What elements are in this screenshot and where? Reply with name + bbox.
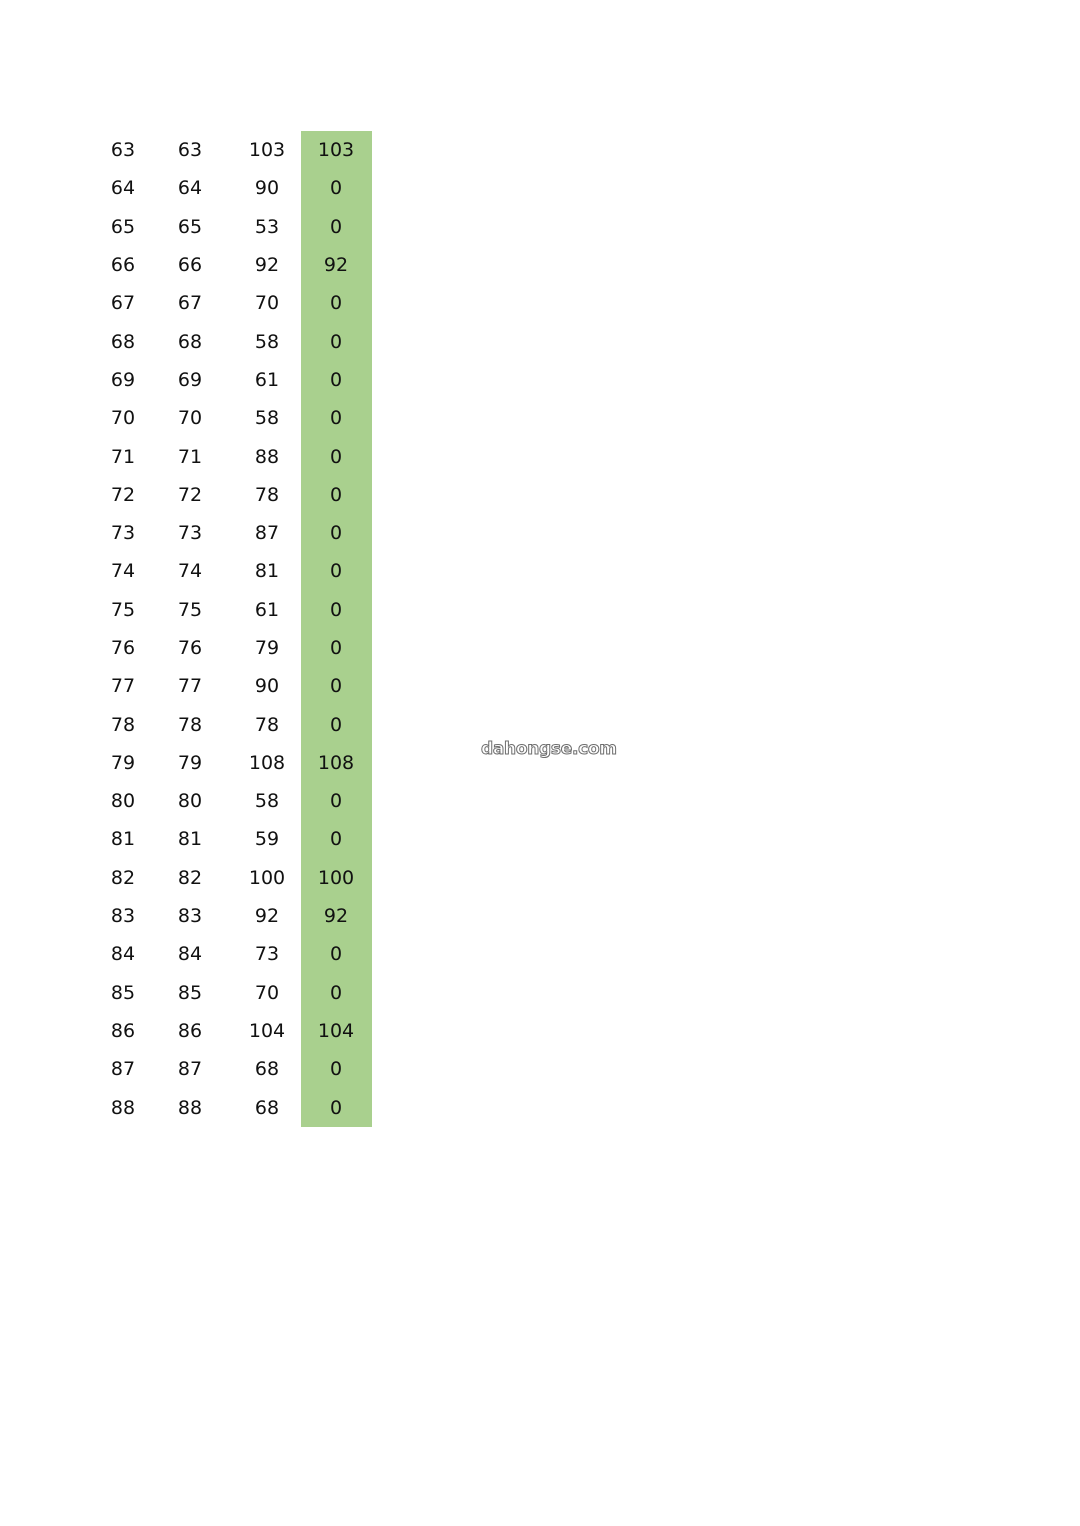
table-cell: 67 — [177, 292, 203, 315]
table-cell: 64 — [110, 177, 136, 200]
table-cell: 0 — [329, 560, 343, 583]
table-row — [90, 169, 372, 207]
table-cell: 76 — [110, 637, 136, 659]
table-cell: 0 — [329, 177, 343, 200]
table-cell: 108 — [317, 751, 355, 774]
table-cell: 104 — [317, 1019, 355, 1042]
table-cell: 0 — [329, 598, 343, 621]
table-row — [90, 361, 372, 399]
table-cell: 80 — [110, 790, 136, 813]
table-cell: 85 — [177, 981, 203, 1004]
table-cell: 86 — [110, 1019, 136, 1042]
table-cell: 92 — [323, 905, 349, 928]
table-cell: 66 — [177, 254, 203, 277]
table-cell: 53 — [254, 215, 280, 238]
table-cell: 73 — [110, 522, 136, 545]
table-cell: 69 — [110, 368, 136, 391]
table-cell: 92 — [323, 254, 349, 277]
table-cell: 0 — [329, 368, 343, 391]
table-row — [90, 246, 372, 284]
table-body — [90, 131, 372, 1127]
table-cell: 0 — [329, 445, 343, 468]
table-row — [90, 208, 372, 246]
table-row — [90, 782, 372, 820]
table-row — [90, 705, 372, 743]
table-cell: 68 — [254, 1096, 280, 1119]
table-cell: 58 — [254, 407, 280, 430]
table-row — [90, 820, 372, 858]
table-cell: 72 — [177, 483, 203, 506]
table-cell: 86 — [177, 1019, 203, 1042]
table-cell: 108 — [248, 751, 286, 774]
table-cell: 77 — [110, 675, 136, 698]
table-row — [90, 897, 372, 935]
table-row — [90, 629, 372, 667]
table-row — [90, 284, 372, 322]
table-cell: 69 — [177, 368, 203, 391]
table-row — [90, 514, 372, 552]
table-row — [90, 1012, 372, 1050]
table-cell: 81 — [254, 560, 280, 583]
table-row — [90, 1088, 372, 1126]
table-cell: 73 — [177, 522, 203, 545]
table-cell: 79 — [254, 637, 280, 659]
table-cell: 67 — [110, 292, 136, 315]
table-cell: 75 — [110, 598, 136, 621]
table-cell: 58 — [254, 790, 280, 813]
table-cell: 0 — [329, 483, 343, 506]
table-cell: 0 — [329, 713, 343, 736]
table-cell: 58 — [254, 330, 280, 353]
table-cell: 73 — [254, 943, 280, 966]
table-row — [90, 859, 372, 897]
table-row — [90, 131, 372, 169]
table-cell: 100 — [317, 866, 355, 889]
table-cell: 70 — [110, 407, 136, 430]
table-cell: 63 — [177, 139, 203, 162]
table-cell: 84 — [110, 943, 136, 966]
table-cell: 79 — [177, 751, 203, 774]
table-cell: 61 — [254, 598, 280, 621]
table-cell: 74 — [110, 560, 136, 583]
table-cell: 77 — [177, 675, 203, 698]
table-cell: 83 — [110, 905, 136, 928]
table-cell: 0 — [329, 330, 343, 353]
table-cell: 78 — [177, 713, 203, 736]
table-cell: 78 — [110, 713, 136, 736]
table-cell: 100 — [248, 866, 286, 889]
table-cell: 0 — [329, 637, 343, 659]
table-cell: 70 — [254, 292, 280, 315]
table-cell: 79 — [110, 751, 136, 774]
table-cell: 104 — [248, 1019, 286, 1042]
table-cell: 0 — [329, 790, 343, 813]
table-cell: 87 — [254, 522, 280, 545]
data-table — [90, 131, 372, 1127]
table-cell: 65 — [177, 215, 203, 238]
table-cell: 87 — [177, 1058, 203, 1081]
table-cell: 0 — [329, 407, 343, 430]
watermark: dahongse.com — [481, 739, 617, 759]
table-cell: 71 — [177, 445, 203, 468]
table-cell: 87 — [110, 1058, 136, 1081]
table-row — [90, 476, 372, 514]
table-cell: 88 — [254, 445, 280, 468]
table-cell: 64 — [177, 177, 203, 200]
table-row — [90, 399, 372, 437]
table-cell: 78 — [254, 713, 280, 736]
table-cell: 65 — [110, 215, 136, 238]
table-row — [90, 935, 372, 973]
table-cell: 71 — [110, 445, 136, 468]
table-cell: 72 — [110, 483, 136, 506]
table-cell: 90 — [254, 177, 280, 200]
table-row — [90, 744, 372, 782]
table-cell: 63 — [110, 139, 136, 162]
table-cell: 0 — [329, 1058, 343, 1081]
table-cell: 68 — [177, 330, 203, 353]
table-cell: 103 — [248, 139, 286, 162]
table-cell: 0 — [329, 675, 343, 698]
table-cell: 74 — [177, 560, 203, 583]
table-row — [90, 552, 372, 590]
table-cell: 81 — [177, 828, 203, 851]
table-cell: 81 — [110, 828, 136, 851]
table-cell: 66 — [110, 254, 136, 277]
table-cell: 88 — [177, 1096, 203, 1119]
table-cell: 75 — [177, 598, 203, 621]
table-cell: 76 — [177, 637, 203, 659]
table-cell: 61 — [254, 368, 280, 391]
table-cell: 0 — [329, 943, 343, 966]
table-cell: 70 — [177, 407, 203, 430]
table-cell: 90 — [254, 675, 280, 698]
table-cell: 68 — [110, 330, 136, 353]
table-cell: 68 — [254, 1058, 280, 1081]
table-cell: 92 — [254, 254, 280, 277]
table-cell: 0 — [329, 1096, 343, 1119]
table-row — [90, 1050, 372, 1088]
table-cell: 103 — [317, 139, 355, 162]
table-cell: 78 — [254, 483, 280, 506]
table-cell: 82 — [110, 866, 136, 889]
table-cell: 88 — [110, 1096, 136, 1119]
table-cell: 82 — [177, 866, 203, 889]
table-cell: 59 — [254, 828, 280, 851]
table-cell: 0 — [329, 215, 343, 238]
table-cell: 0 — [329, 981, 343, 1004]
table-cell: 80 — [177, 790, 203, 813]
table-cell: 0 — [329, 522, 343, 545]
table-row — [90, 667, 372, 705]
table-cell: 92 — [254, 905, 280, 928]
table-cell: 0 — [329, 828, 343, 851]
table-cell: 70 — [254, 981, 280, 1004]
table-row — [90, 591, 372, 629]
table-cell: 85 — [110, 981, 136, 1004]
table-cell: 0 — [329, 292, 343, 315]
table-row — [90, 974, 372, 1012]
table-cell: 83 — [177, 905, 203, 928]
table-cell: 84 — [177, 943, 203, 966]
table-row — [90, 322, 372, 360]
table-row — [90, 437, 372, 475]
